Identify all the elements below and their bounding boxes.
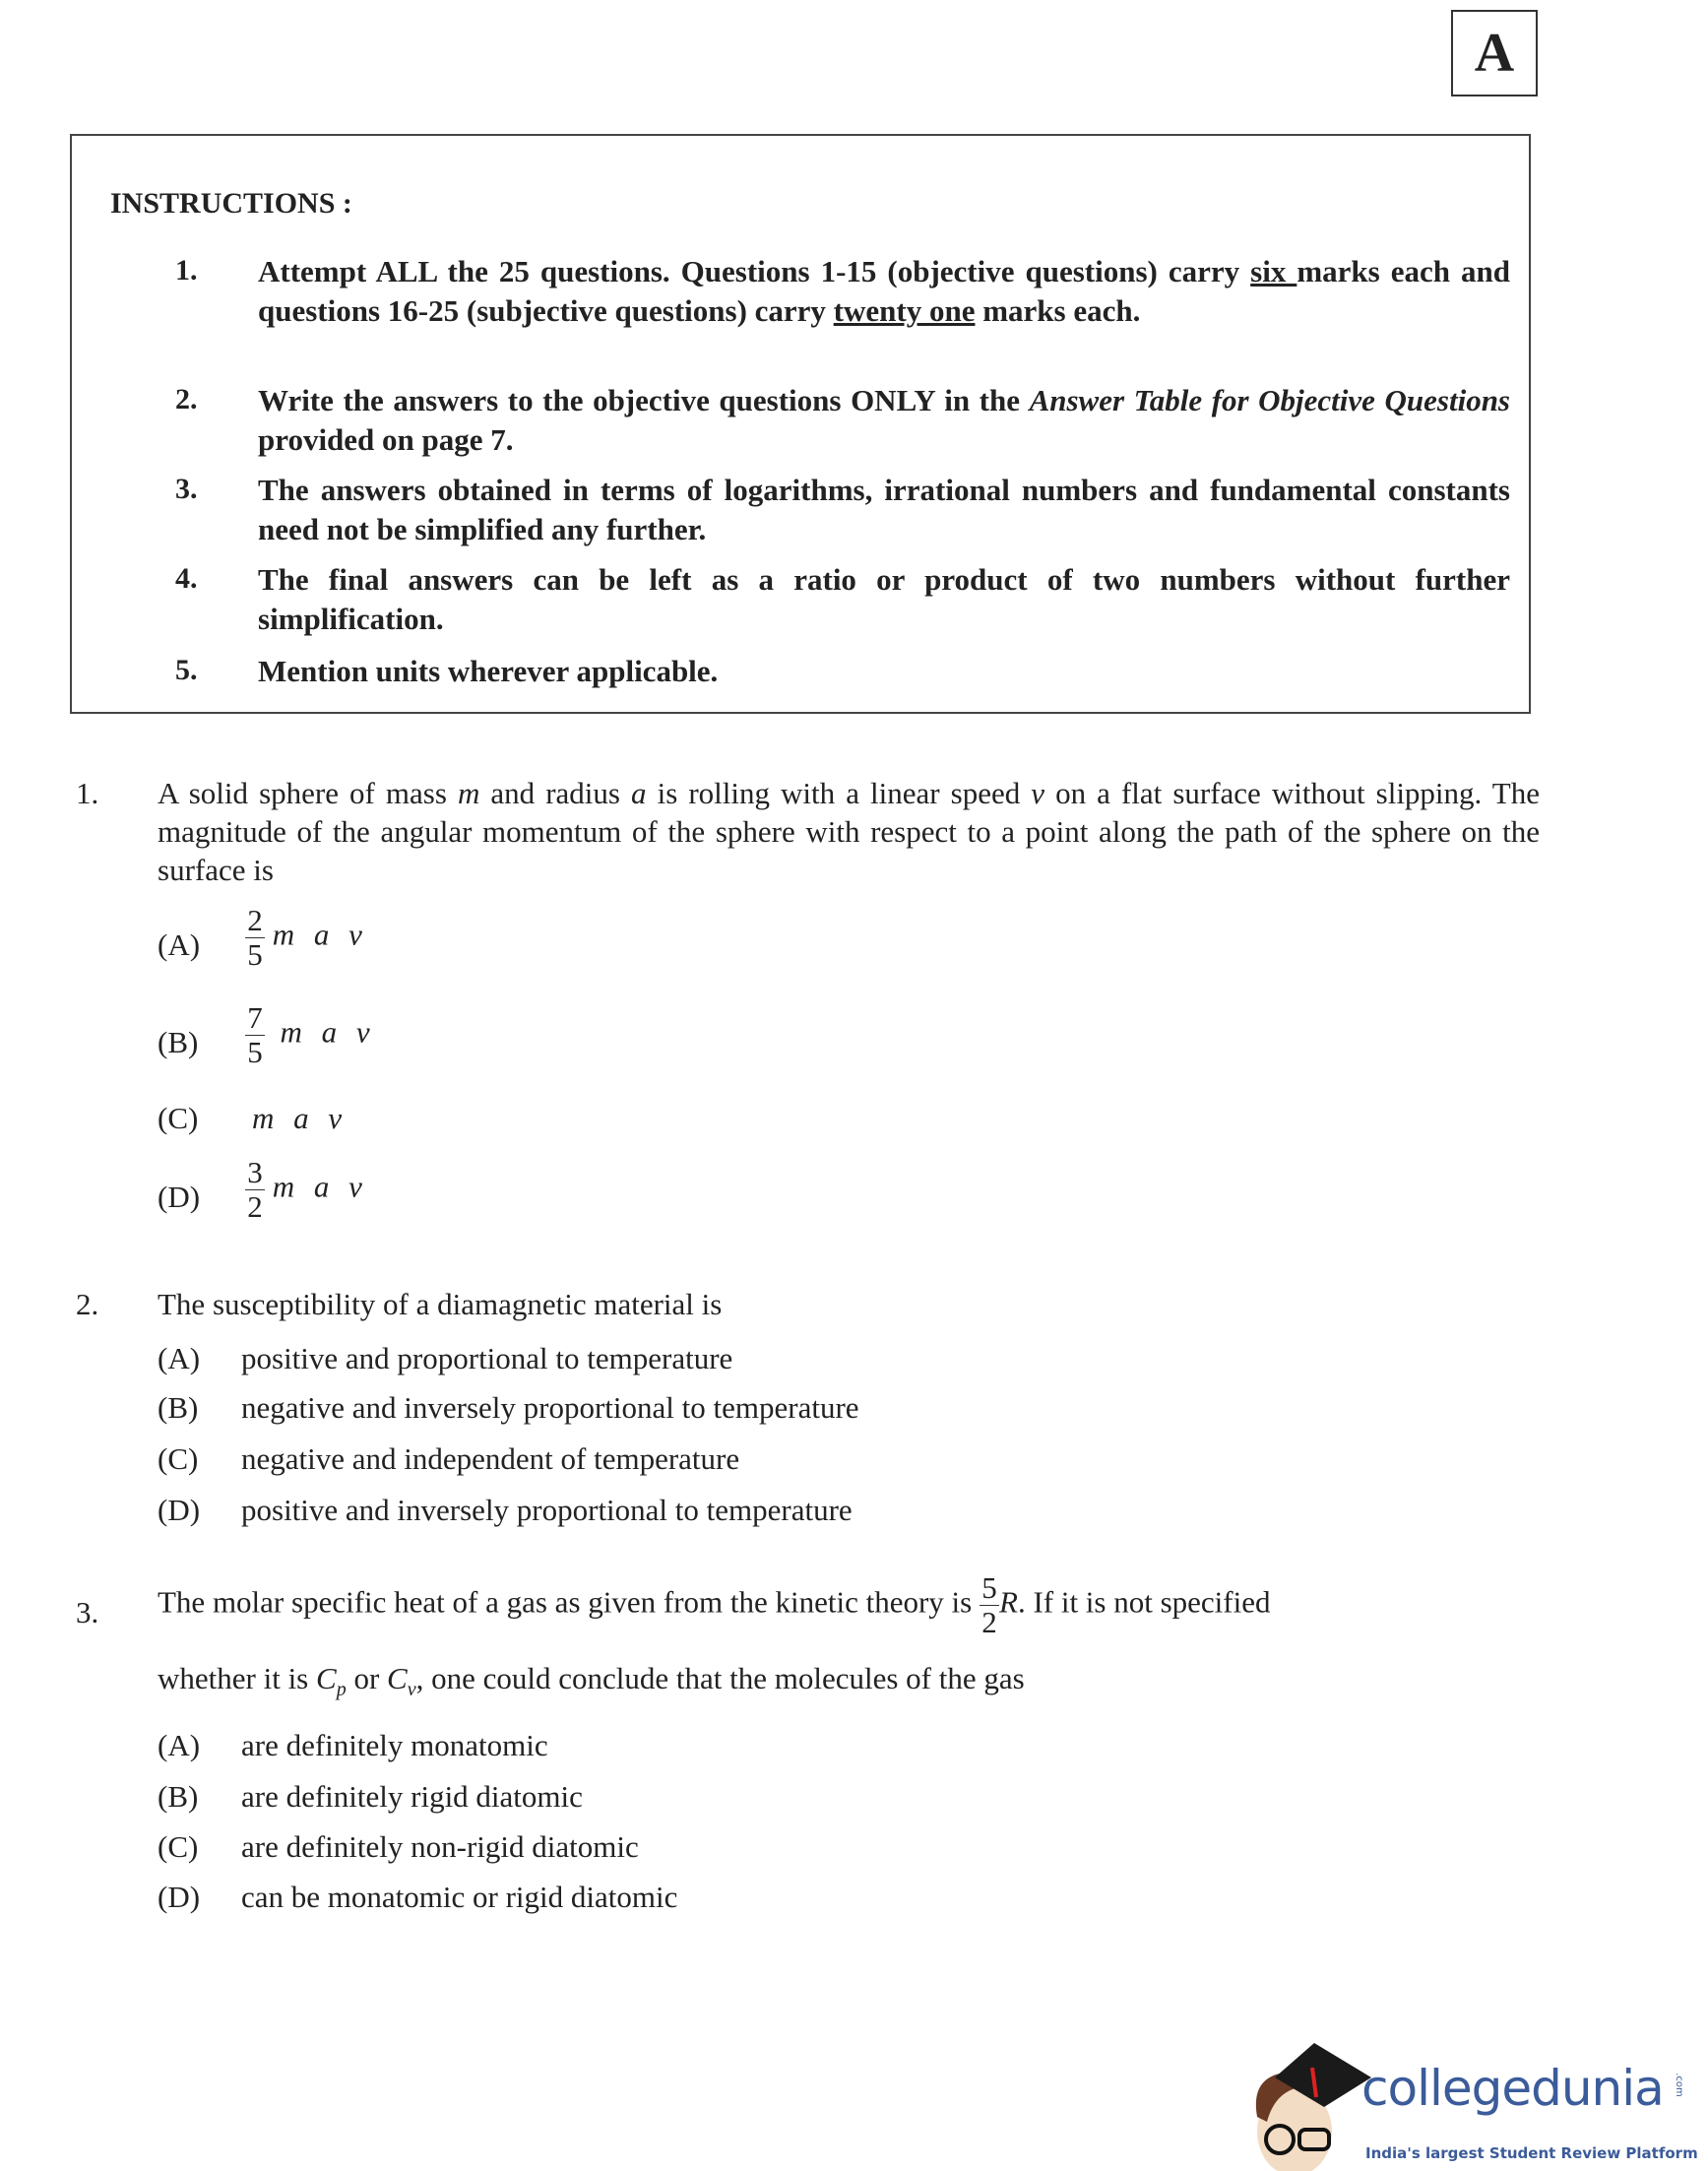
paper-code-box: A	[1451, 10, 1538, 96]
question-text: The susceptibility of a diamagnetic material is	[158, 1287, 723, 1321]
question-text: A solid sphere of mass m and radius a is rolling with a linear speed v on a flat surface without slipping. The magnitude of the angular momentum of the sphere with respect to a point along the path of the sphere on the surface is	[158, 776, 1540, 887]
question-text: The molar specific heat of a gas as given from the kinetic theory is $\frac{5}{2}$ R. If it is not specified	[158, 1570, 1271, 1639]
option-label: (B)	[158, 1025, 199, 1059]
option-text: positive and inversely proportional to temperature	[241, 1493, 853, 1527]
mascot-icon	[1245, 2038, 1373, 2171]
instruction-text: The answers obtained in terms of logarithms, irrational numbers and fundamental constants need not be simplified any further.	[258, 473, 1510, 546]
instruction-number: 2.	[175, 383, 198, 415]
option-text: negative and independent of temperature	[241, 1441, 740, 1476]
question-number: 2.	[76, 1287, 99, 1321]
option-label: (D)	[158, 1180, 201, 1214]
brand-tagline: India's largest Student Review Platform	[1365, 2144, 1698, 2162]
option-label: (C)	[158, 1101, 199, 1135]
option-math: $\frac{2}{5}$ m a v	[245, 904, 368, 972]
option-label: (A)	[158, 927, 201, 962]
option-math: $\frac{7}{5}$ m a v	[245, 1001, 376, 1069]
question-text-line2: whether it is $C_p$ or $C_v$, one could conclude that the molecules of the gas	[158, 1661, 1025, 1701]
collegedunia-logo	[1245, 2038, 1708, 2171]
option-text: are definitely rigid diatomic	[241, 1779, 583, 1814]
option-label: (A)	[158, 1341, 201, 1375]
brand-suffix: .com	[1673, 2073, 1684, 2097]
option-label: (D)	[158, 1493, 201, 1527]
instructions-title: INSTRUCTIONS :	[110, 187, 352, 220]
question-number: 3.	[76, 1595, 99, 1629]
question-number: 1.	[76, 776, 99, 810]
option-text: can be monatomic or rigid diatomic	[241, 1880, 678, 1914]
option-label: (C)	[158, 1829, 199, 1864]
brand-name: collegedunia	[1361, 2060, 1664, 2117]
option-math: m a v	[252, 1101, 348, 1135]
instruction-number: 3.	[175, 473, 198, 505]
option-math: $\frac{3}{2}$ m a v	[245, 1156, 368, 1224]
option-text: negative and inversely proportional to temperature	[241, 1390, 859, 1425]
option-label: (D)	[158, 1880, 201, 1914]
option-text: are definitely monatomic	[241, 1728, 548, 1762]
option-label: (A)	[158, 1728, 201, 1762]
instruction-number: 4.	[175, 562, 198, 595]
instruction-text: Write the answers to the objective questions ONLY in the Answer Table for Objective Questions provided on page 7.	[258, 383, 1510, 457]
option-text: positive and proportional to temperature	[241, 1341, 733, 1375]
instruction-text: The final answers can be left as a ratio or product of two numbers without further simplification.	[258, 562, 1510, 636]
instruction-number: 1.	[175, 254, 198, 287]
option-label: (C)	[158, 1441, 199, 1476]
instruction-text: Attempt ALL the 25 questions. Questions 1-15 (objective questions) carry six marks each and questions 16-25 (subjective questions) carry twenty one marks each.	[258, 254, 1510, 328]
option-text: are definitely non-rigid diatomic	[241, 1829, 639, 1864]
option-label: (B)	[158, 1390, 199, 1425]
option-label: (B)	[158, 1779, 199, 1814]
instruction-number: 5.	[175, 654, 198, 686]
instruction-text: Mention units wherever applicable.	[258, 654, 719, 688]
